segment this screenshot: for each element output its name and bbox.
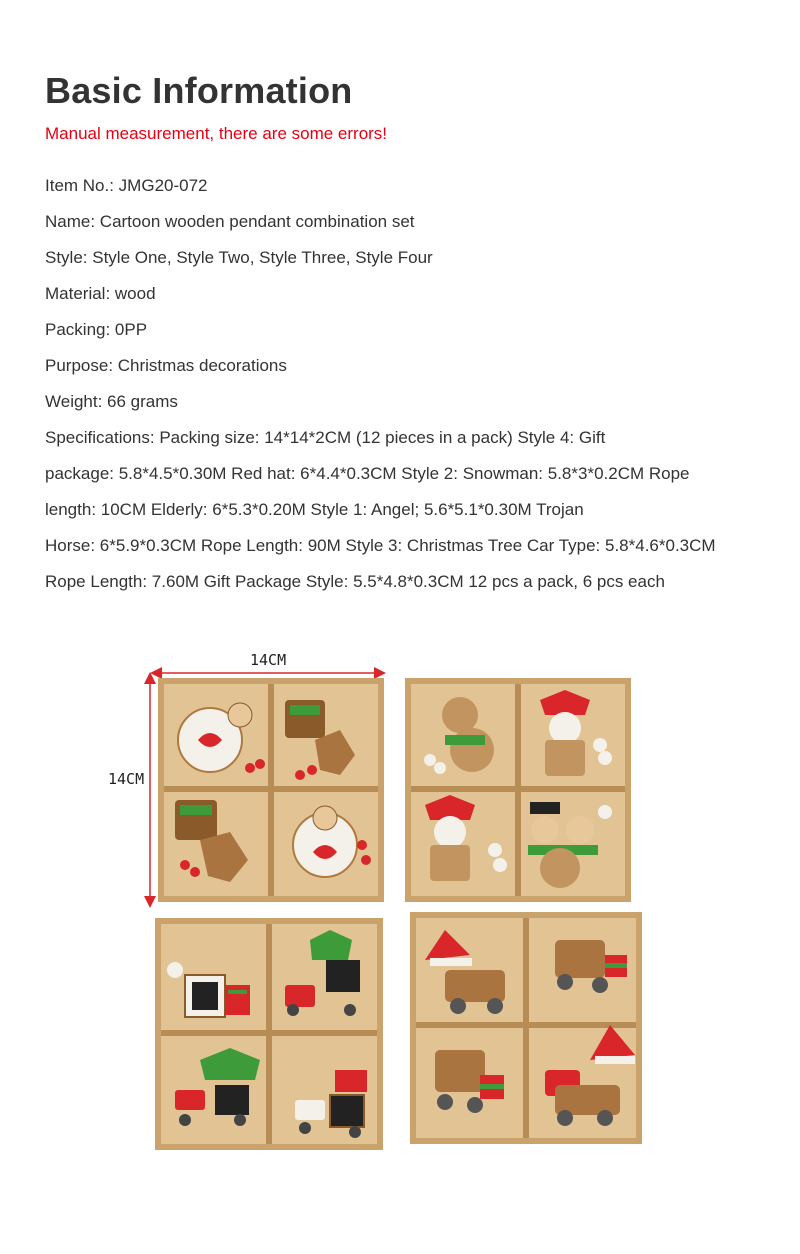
width-label: 14CM xyxy=(250,651,287,669)
spec-specifications-line-3: length: 10CM Elderly: 6*5.3*0.20M Style 1: Angel; 5.6*5.1*0.30M Trojan xyxy=(45,500,584,519)
spec-weight: Weight: 66 grams xyxy=(45,392,178,411)
height-label: 14CM xyxy=(108,770,145,788)
spec-list xyxy=(45,168,770,600)
height-dimension xyxy=(108,678,150,902)
spec-specifications-line-2: package: 5.8*4.5*0.30M Red hat: 6*4.4*0.3CM Style 2: Snowman: 5.8*3*0.2CM Rope xyxy=(45,464,690,483)
measurement-warning: Manual measurement, there are some errors! xyxy=(45,124,388,143)
spec-purpose: Purpose: Christmas decorations xyxy=(45,356,287,375)
box-style-four xyxy=(410,912,642,1144)
spec-item-no: Item No.: JMG20-072 xyxy=(45,176,208,195)
spec-name: Name: Cartoon wooden pendant combination set xyxy=(45,212,415,231)
width-dimension xyxy=(156,651,380,673)
spec-packing: Packing: 0PP xyxy=(45,320,148,339)
box-style-one xyxy=(158,678,384,902)
spec-material: Material: wood xyxy=(45,284,156,303)
spec-specifications-line-5: Rope Length: 7.60M Gift Package Style: 5.5*4.8*0.3CM 12 pcs a pack, 6 pcs each xyxy=(45,572,665,591)
product-photo xyxy=(100,640,660,1220)
page-title: Basic Information xyxy=(45,70,353,111)
spec-specifications-line-4: Horse: 6*5.9*0.3CM Rope Length: 90M Style 3: Christmas Tree Car Type: 5.8*4.6*0.3CM xyxy=(45,536,716,555)
spec-specifications-line-1: Specifications: Packing size: 14*14*2CM (12 pieces in a pack) Style 4: Gift xyxy=(45,428,606,447)
box-style-three xyxy=(155,918,383,1150)
spec-style: Style: Style One, Style Two, Style Three, Style Four xyxy=(45,248,433,267)
box-style-two xyxy=(405,678,631,902)
